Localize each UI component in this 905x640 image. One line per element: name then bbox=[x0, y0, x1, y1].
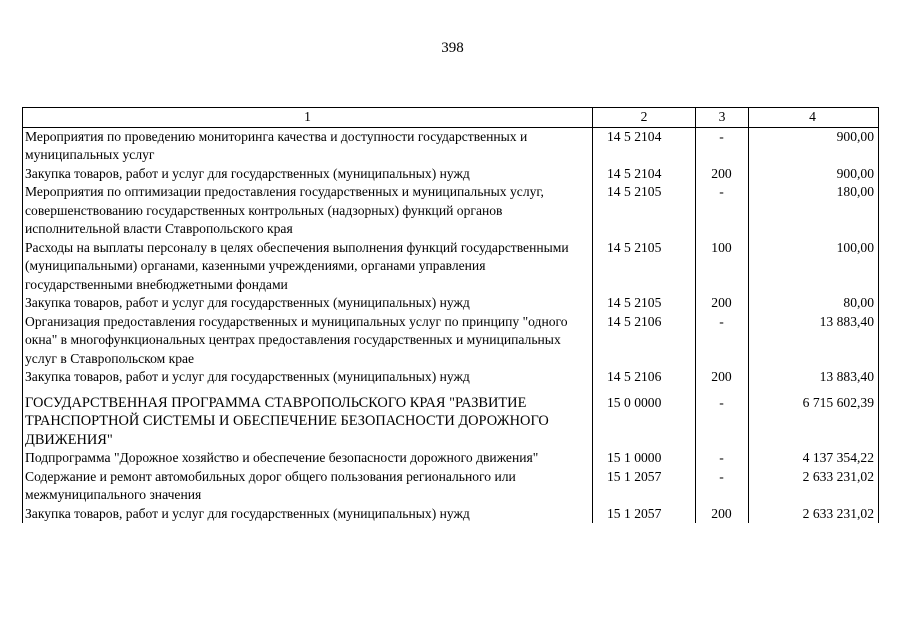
table-row bbox=[23, 468, 879, 505]
row-type: - bbox=[696, 127, 749, 165]
column-header-3: 3 bbox=[696, 108, 749, 128]
row-name: Расходы на выплаты персоналу в целях обеспечения выполнения функций государственными (муниципальными) органами, казенными учреждениями, органами управления государственными внебюджетными фондами bbox=[23, 239, 593, 295]
column-header-4: 4 bbox=[749, 108, 879, 128]
row-code: 15 1 2057 bbox=[593, 505, 696, 524]
row-amount: 2 633 231,02 bbox=[749, 468, 879, 505]
table-row bbox=[23, 294, 879, 313]
column-header-1: 1 bbox=[23, 108, 593, 128]
row-type: 200 bbox=[696, 505, 749, 524]
row-amount: 80,00 bbox=[749, 294, 879, 313]
row-code: 14 5 2106 bbox=[593, 313, 696, 369]
row-name: Содержание и ремонт автомобильных дорог общего пользования регионального или межмуниципального значения bbox=[23, 468, 593, 505]
row-amount: 900,00 bbox=[749, 127, 879, 165]
row-amount: 900,00 bbox=[749, 165, 879, 184]
row-name: Организация предоставления государственных и муниципальных услуг по принципу "одного окна" в многофункциональных центрах предоставления государственных и муниципальных услуг в Ставропольском крае bbox=[23, 313, 593, 369]
table-row bbox=[23, 313, 879, 369]
row-code: 14 5 2106 bbox=[593, 368, 696, 387]
table-row bbox=[23, 368, 879, 387]
row-code: 14 5 2104 bbox=[593, 127, 696, 165]
row-code: 15 1 0000 bbox=[593, 449, 696, 468]
table-row bbox=[23, 127, 879, 165]
row-amount: 6 715 602,39 bbox=[749, 387, 879, 450]
row-name: Закупка товаров, работ и услуг для государственных (муниципальных) нужд bbox=[23, 165, 593, 184]
table-row bbox=[23, 165, 879, 184]
row-type: - bbox=[696, 313, 749, 369]
row-name: Закупка товаров, работ и услуг для государственных (муниципальных) нужд bbox=[23, 505, 593, 524]
table-row bbox=[23, 505, 879, 524]
row-amount: 13 883,40 bbox=[749, 313, 879, 369]
row-code: 14 5 2105 bbox=[593, 183, 696, 239]
row-type: - bbox=[696, 468, 749, 505]
row-type: - bbox=[696, 183, 749, 239]
row-type: 100 bbox=[696, 239, 749, 295]
row-type: 200 bbox=[696, 368, 749, 387]
row-type: 200 bbox=[696, 165, 749, 184]
budget-table bbox=[22, 107, 879, 523]
row-amount: 13 883,40 bbox=[749, 368, 879, 387]
table-row bbox=[23, 183, 879, 239]
column-header-2: 2 bbox=[593, 108, 696, 128]
row-amount: 2 633 231,02 bbox=[749, 505, 879, 524]
row-code: 14 5 2105 bbox=[593, 294, 696, 313]
page-number: 398 bbox=[441, 40, 464, 56]
row-amount: 4 137 354,22 bbox=[749, 449, 879, 468]
row-code: 15 1 2057 bbox=[593, 468, 696, 505]
row-amount: 180,00 bbox=[749, 183, 879, 239]
row-code: 14 5 2104 bbox=[593, 165, 696, 184]
table-header-row bbox=[23, 108, 879, 128]
row-code: 15 0 0000 bbox=[593, 387, 696, 450]
row-name: Закупка товаров, работ и услуг для государственных (муниципальных) нужд bbox=[23, 294, 593, 313]
row-code: 14 5 2105 bbox=[593, 239, 696, 295]
row-name: Закупка товаров, работ и услуг для государственных (муниципальных) нужд bbox=[23, 368, 593, 387]
table-row-program bbox=[23, 387, 879, 450]
row-amount: 100,00 bbox=[749, 239, 879, 295]
row-type: - bbox=[696, 449, 749, 468]
row-type: 200 bbox=[696, 294, 749, 313]
row-name: Мероприятия по оптимизации предоставления государственных и муниципальных услуг, совершенствованию государственных контрольных (надзорных) функций органов исполнительной власти Ставропольского края bbox=[23, 183, 593, 239]
row-name: ГОСУДАРСТВЕННАЯ ПРОГРАММА СТАВРОПОЛЬСКОГО КРАЯ "РАЗВИТИЕ ТРАНСПОРТНОЙ СИСТЕМЫ И ОБЕСПЕЧЕНИЕ БЕЗОПАСНОСТИ ДОРОЖНОГО ДВИЖЕНИЯ" bbox=[23, 387, 593, 450]
table-row bbox=[23, 239, 879, 295]
row-name: Мероприятия по проведению мониторинга качества и доступности государственных и муниципальных услуг bbox=[23, 127, 593, 165]
row-name: Подпрограмма "Дорожное хозяйство и обеспечение безопасности дорожного движения" bbox=[23, 449, 593, 468]
table-row bbox=[23, 449, 879, 468]
row-type: - bbox=[696, 387, 749, 450]
